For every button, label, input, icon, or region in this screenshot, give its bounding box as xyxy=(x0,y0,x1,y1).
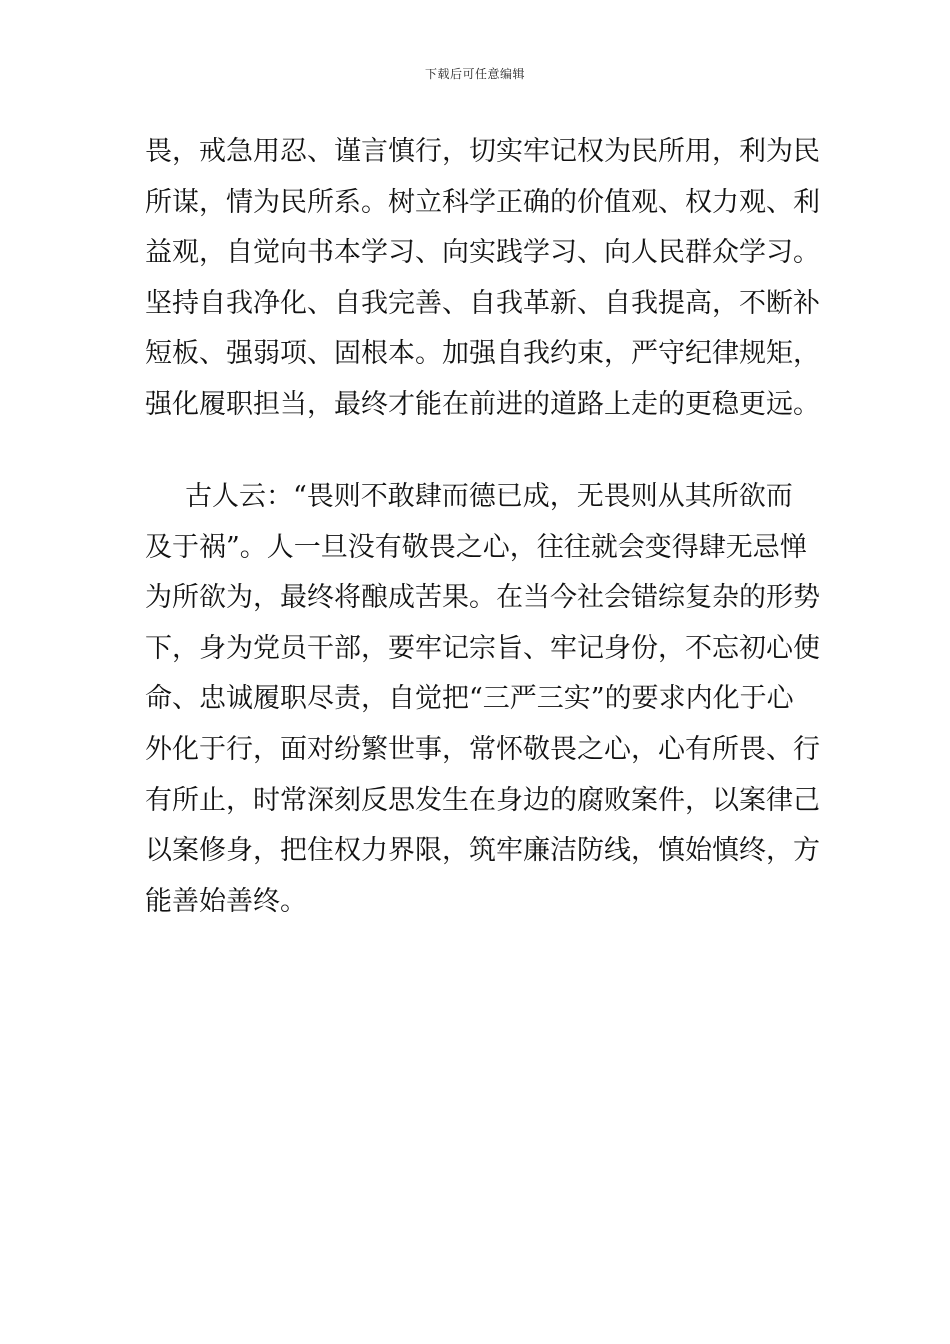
paragraph-2 xyxy=(145,472,820,927)
text-line: 及于祸”。人一旦没有敬畏之心，往往就会变得肆无忌惮 xyxy=(145,531,807,563)
text-line: 有所止，时常深刻反思发生在身边的腐败案件，以案律己 xyxy=(145,784,820,816)
text-line: 下，身为党员干部，要牢记宗旨、牢记身份，不忘初心使 xyxy=(145,632,820,664)
text-line: 外化于行，面对纷繁世事，常怀敬畏之心，心有所畏、行 xyxy=(145,733,820,765)
text-line: 能善始善终。 xyxy=(145,885,307,917)
text-line: 益观，自觉向书本学习、向实践学习、向人民群众学习。 xyxy=(145,237,820,269)
text-line: 为所欲为，最终将酿成苦果。在当今社会错综复杂的形势 xyxy=(145,582,820,614)
page-header: 下载后可任意编辑 xyxy=(424,67,525,81)
text-line: 坚持自我净化、自我完善、自我革新、自我提高，不断补 xyxy=(145,287,820,319)
text-line: 所谋，情为民所系。树立科学正确的价值观、权力观、利 xyxy=(145,186,820,218)
text-line: 以案修身，把住权力界限，筑牢廉洁防线，慎始慎终，方 xyxy=(145,835,820,867)
text-line: 古人云：“畏则不敢肆而德已成，无畏则从其所欲而 xyxy=(185,481,793,512)
text-line: 畏，戒急用忍、谨言慎行，切实牢记权为民所用，利为民 xyxy=(145,136,820,167)
text-line: 强化履职担当，最终才能在前进的道路上走的更稳更远。 xyxy=(145,388,820,420)
paragraph-1 xyxy=(145,127,820,431)
text-line: 短板、强弱项、固根本。加强自我约束，严守纪律规矩， xyxy=(145,338,820,370)
text-line: 命、忠诚履职尽责，自觉把“三严三实”的要求内化于心 xyxy=(145,683,794,715)
